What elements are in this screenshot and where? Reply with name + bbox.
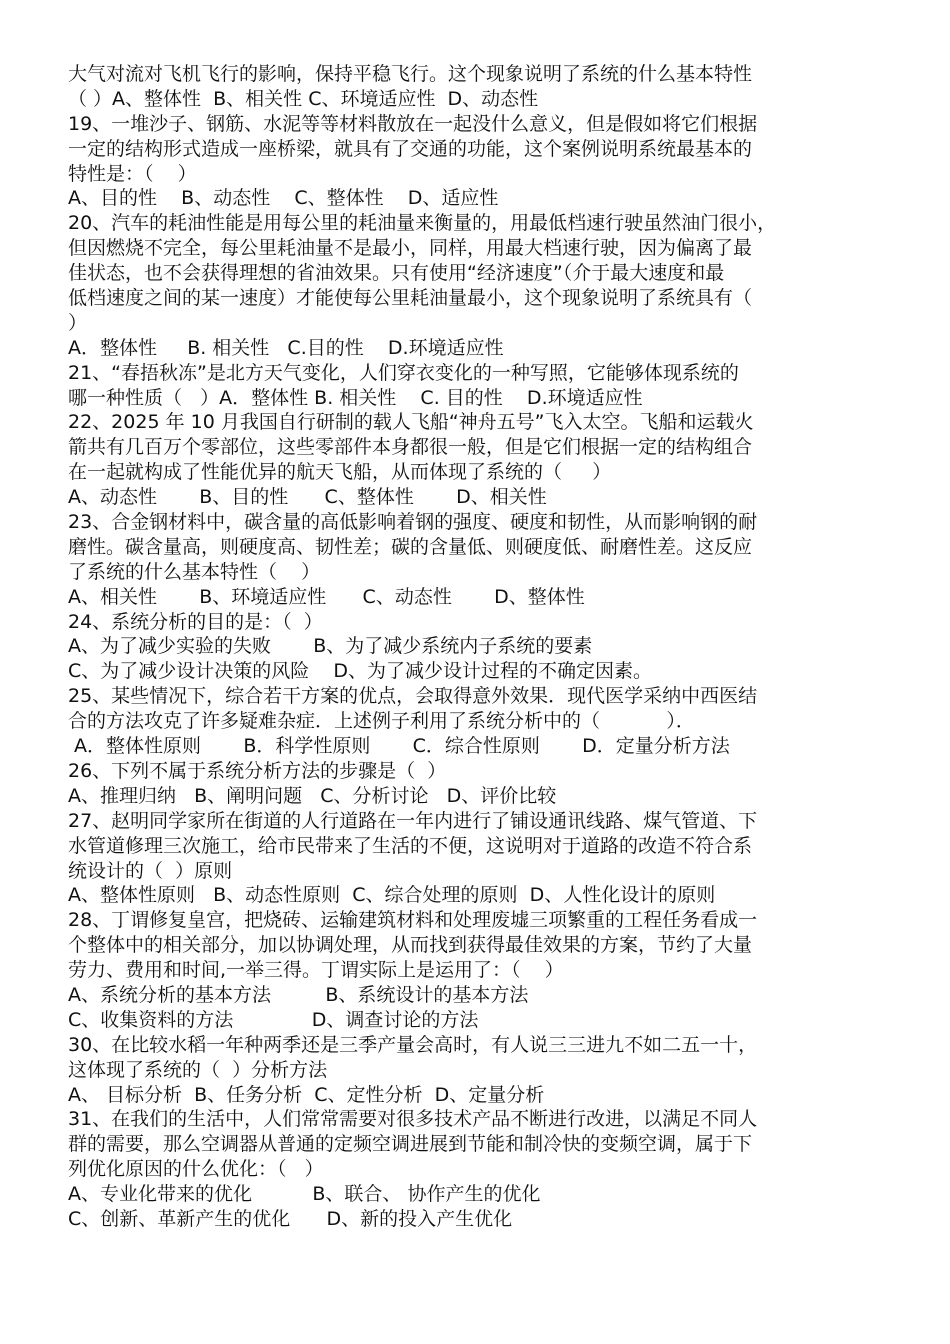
text-line: C、收集资料的方法 D、调查讨论的方法 [68, 1008, 479, 1031]
text-line: 特性是：（ ） [68, 162, 197, 185]
text-line: A、推理归纳 B、阐明问题 C、分析讨论 D、评价比较 [68, 784, 557, 807]
text-line: A、整体性原则 B、动态性原则 C、综合处理的原则 D、人性化设计的原则 [68, 884, 716, 907]
text-line: （ ）A、整体性 B、相关性 C、环境适应性 D、动态性 [68, 87, 539, 110]
text-line: 佳状态，也不会获得理想的省油效果。只有使用“经济速度”（介于最大速度和最 [68, 262, 725, 285]
text-line: 25、某些情况下，综合若干方案的优点，会取得意外效果．现代医学采纳中西医结 [68, 685, 758, 708]
text-line: A、目的性 B、动态性 C、整体性 D、适应性 [68, 187, 499, 210]
text-line: 劳力、费用和时间,一举三得。丁谓实际上是运用了：（ ） [68, 959, 564, 982]
text-line: 21、“春捂秋冻”是北方天气变化，人们穿衣变化的一种写照，它能够体现系统的 [68, 361, 739, 384]
text-line: A、系统分析的基本方法 B、系统设计的基本方法 [68, 983, 529, 1006]
text-line: 一定的结构形式造成一座桥梁，就具有了交通的功能，这个案例说明系统最基本的 [68, 137, 753, 160]
text-line: A、专业化带来的优化 B、联合、 协作产生的优化 [68, 1183, 541, 1206]
text-line: 22、2025 年 10 月我国自行研制的载人飞船“神舟五号”飞入太空。飞船和运载火 [68, 411, 754, 434]
text-line: 个整体中的相关部分，加以协调处理，从而找到获得最佳效果的方案，节约了大量 [68, 934, 753, 957]
text-line: A．整体性原则 B．科学性原则 C．综合性原则 D．定量分析方法 [68, 735, 730, 758]
text-line: 26、下列不属于系统分析方法的步骤是（ ） [68, 759, 447, 782]
text-line: 31、在我们的生活中，人们常常需要对很多技术产品不断进行改进，以满足不同人 [68, 1108, 758, 1131]
text-line: C、为了减少设计决策的风险 D、为了减少设计过程的不确定因素。 [68, 660, 653, 683]
text-line: 27、赵明同学家所在街道的人行道路在一年内进行了铺设通讯线路、煤气管道、下 [68, 809, 758, 832]
text-line: 但因燃烧不完全，每公里耗油量不是最小，同样，用最大档速行驶，因为偏离了最 [68, 237, 753, 260]
text-line: 20、汽车的耗油性能是用每公里的耗油量来衡量的，用最低档速行驶虽然油门很小， [68, 212, 777, 235]
text-line: 磨性。碳含量高，则硬度高、韧性差；碳的含量低、则硬度低、耐磨性差。这反应 [68, 535, 753, 558]
text-line: A、相关性 B、环境适应性 C、动态性 D、整体性 [68, 585, 585, 608]
text-line: C、创新、革新产生的优化 D、新的投入产生优化 [68, 1207, 513, 1230]
text-line: 大气对流对飞机飞行的影响，保持平稳飞行。这个现象说明了系统的什么基本特性 [68, 63, 753, 85]
text-line: 19、一堆沙子、钢筋、水泥等等材料散放在一起没什么意义，但是假如将它们根据 [68, 112, 758, 135]
text-line: 水管道修理三次施工，给市民带来了生活的不便，这说明对于道路的改造不符合系 [68, 834, 753, 857]
text-line: 了系统的什么基本特性（ ） [68, 560, 321, 583]
text-line: A、动态性 B、目的性 C、整体性 D、相关性 [68, 486, 547, 509]
document-page [68, 62, 888, 1232]
text-line: 群的需要，那么空调器从普通的定频空调进展到节能和制冷快的变频空调，属于下 [68, 1133, 753, 1156]
text-line: A．整体性 B. 相关性 C.目的性 D.环境适应性 [68, 336, 504, 359]
text-line: 24、系统分析的目的是：（ ） [68, 610, 323, 633]
text-line: 在一起就构成了性能优异的航天飞船，从而体现了系统的（ ） [68, 461, 612, 484]
text-line: 统设计的（ ）原则 [68, 859, 233, 882]
text-line: 哪一种性质（ ）A．整体性 B. 相关性 C. 目的性 D.环境适应性 [68, 386, 643, 409]
text-line: 低档速度之间的某一速度）才能使每公里耗油量最小，这个现象说明了系统具有（ [68, 287, 753, 310]
text-line: ） [68, 311, 88, 334]
text-line: A、为了减少实验的失败 B、为了减少系统内子系统的要素 [68, 635, 593, 658]
text-line: A、 目标分析 B、任务分析 C、定性分析 D、定量分析 [68, 1083, 545, 1106]
text-line: 箭共有几百万个零部位，这些零部件本身都很一般，但是它们根据一定的结构组合 [68, 436, 753, 459]
text-line: 合的方法攻克了许多疑难杂症．上述例子利用了系统分析中的（ ）． [68, 710, 695, 733]
text-line: 列优化原因的什么优化：（ ） [68, 1158, 324, 1181]
text-line: 30、在比较水稻一年种两季还是三季产量会高时，有人说三三进九不如二五一十， [68, 1033, 758, 1056]
text-line: 23、合金钢材料中，碳含量的高低影响着钢的强度、硬度和韧性，从而影响钢的耐 [68, 511, 758, 534]
text-line: 这体现了系统的（ ）分析方法 [68, 1058, 328, 1081]
text-line: 28、丁谓修复皇宫，把烧砖、运输建筑材料和处理废墟三项繁重的工程任务看成一 [68, 909, 758, 932]
